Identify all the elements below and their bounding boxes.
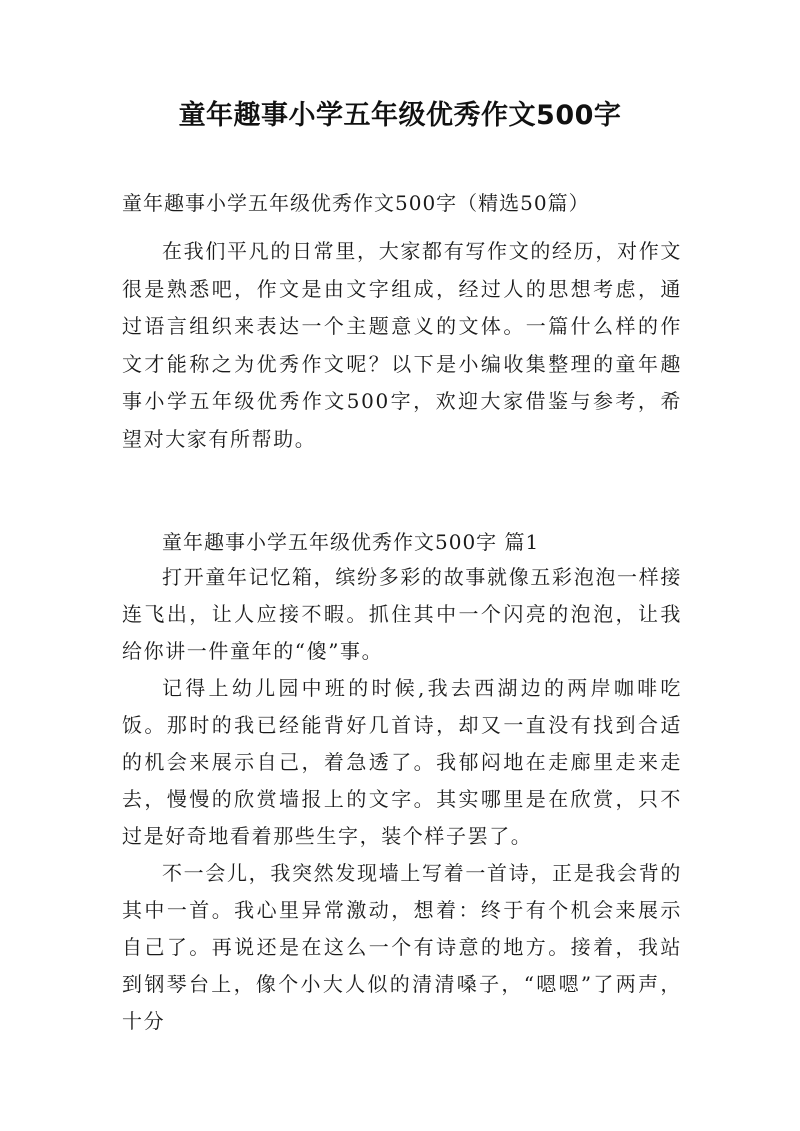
- essay-paragraph: 不一会儿，我突然发现墙上写着一首诗，正是我会背的其中一首。我心里异常激动，想着：终于有个机会来展示自己了。再说还是在这么一个有诗意的地方。接着，我站到钢琴台上，像个小大人似的清清嗓子，“嗯嗯”了两声，十分: [122, 861, 682, 1033]
- essay-paragraph: 打开童年记忆箱，缤纷多彩的故事就像五彩泡泡一样接连飞出，让人应接不暇。抓住其中一个闪亮的泡泡，让我给你讲一件童年的“傻”事。: [122, 565, 682, 663]
- essay-paragraph: 记得上幼儿园中班的时候,我去西湖边的两岸咖啡吃饭。那时的我已经能背好几首诗，却又一直没有找到合适的机会来展示自己，着急透了。我郁闷地在走廊里走来走去，慢慢的欣赏墙报上的文字。其实哪里是在欣赏，只不过是好奇地看着那些生字，装个样子罢了。: [122, 676, 682, 848]
- essay-section: [122, 525, 682, 1040]
- essay-heading: 童年趣事小学五年级优秀作文500字 篇1: [162, 530, 540, 554]
- document-subtitle: 童年趣事小学五年级优秀作文500字（精选50篇）: [122, 191, 590, 215]
- intro-paragraph: 在我们平凡的日常里，大家都有写作文的经历，对作文很是熟悉吧，作文是由文字组成，经过人的思想考虑，通过语言组织来表达一个主题意义的文体。一篇什么样的作文才能称之为优秀作文呢？以下是小编收集整理的童年趣事小学五年级优秀作文500字，欢迎大家借鉴与参考，希望对大家有所帮助。: [122, 239, 682, 451]
- document-title: 童年趣事小学五年级优秀作文500字: [178, 100, 622, 131]
